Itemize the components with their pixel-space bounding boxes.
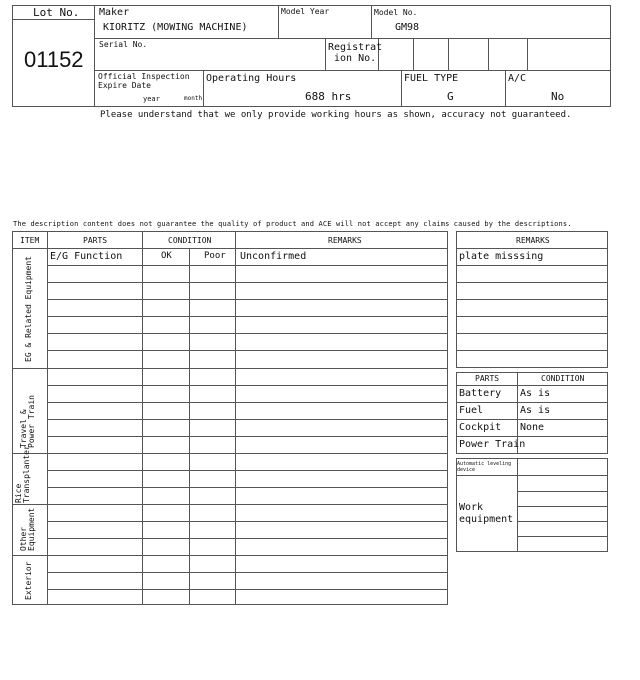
section-label-other: Other Equipment: [19, 507, 37, 551]
maker-value: KIORITZ (MOWING MACHINE): [103, 22, 248, 33]
condition-header: CONDITION: [168, 236, 212, 245]
battery-condition: As is: [520, 388, 551, 399]
poor-label: Poor: [204, 251, 226, 261]
parts-table-header-parts: PARTS: [475, 374, 500, 383]
power-train-part: Power Train: [459, 439, 526, 450]
battery-part: Battery: [459, 388, 502, 399]
month-label: month: [184, 95, 203, 102]
model-no-label: Model No.: [374, 8, 418, 17]
inspection-label-2: Expire Date: [98, 81, 151, 90]
side-remarks-header: REMARKS: [516, 236, 550, 245]
parts-header: PARTS: [83, 236, 108, 245]
auto-leveling-label: Automatic leveling: [457, 461, 512, 467]
operating-hours-label: Operating Hours: [206, 73, 297, 84]
operating-hours-value: 688 hrs: [305, 90, 352, 103]
lot-number: 01152: [24, 47, 84, 72]
eg-function-part: E/G Function: [50, 251, 123, 262]
remarks-header: REMARKS: [328, 236, 362, 245]
section-label-exterior: Exterior: [24, 561, 33, 600]
ok-label: OK: [161, 251, 172, 261]
model-no-value: GM98: [395, 22, 420, 33]
work-equipment-label: Work: [459, 502, 484, 513]
description-notice: The description content does not guarantee the quality of product and ACE will not accept any claims caused by the descriptions.: [13, 220, 572, 228]
ac-value: No: [551, 90, 565, 103]
inspection-label: Official Inspection: [98, 72, 190, 81]
work-equipment-label-2: equipment: [459, 514, 514, 525]
registration-label-2: ion No.: [334, 53, 377, 64]
registration-label: Registrat: [328, 42, 383, 53]
section-label-eg: EG & Related Equipment: [24, 256, 33, 362]
item-header: ITEM: [20, 236, 40, 245]
model-year-label: Model Year: [281, 7, 330, 16]
maker-label: Maker: [99, 7, 130, 18]
fuel-part: Fuel: [459, 405, 484, 416]
fuel-type-value: G: [447, 90, 454, 103]
ac-label: A/C: [508, 73, 527, 84]
section-label-rice: Rice Transplanter: [14, 445, 32, 503]
parts-table-header-condition: CONDITION: [541, 374, 585, 383]
fuel-condition: As is: [520, 405, 551, 416]
eg-function-remark: Unconfirmed: [240, 251, 307, 262]
year-label: year: [143, 95, 160, 103]
fuel-type-label: FUEL TYPE: [404, 73, 459, 84]
cockpit-part: Cockpit: [459, 422, 502, 433]
serial-label: Serial No.: [99, 40, 148, 49]
hours-notice: Please understand that we only provide working hours as shown, accuracy not guaranteed.: [100, 110, 572, 120]
lot-label: Lot No.: [33, 6, 80, 19]
section-label-travel: Travel & Power Train: [19, 395, 37, 448]
side-remark-first: plate misssing: [459, 251, 544, 262]
auto-leveling-label-2: device: [457, 467, 476, 473]
cockpit-condition: None: [520, 422, 545, 433]
